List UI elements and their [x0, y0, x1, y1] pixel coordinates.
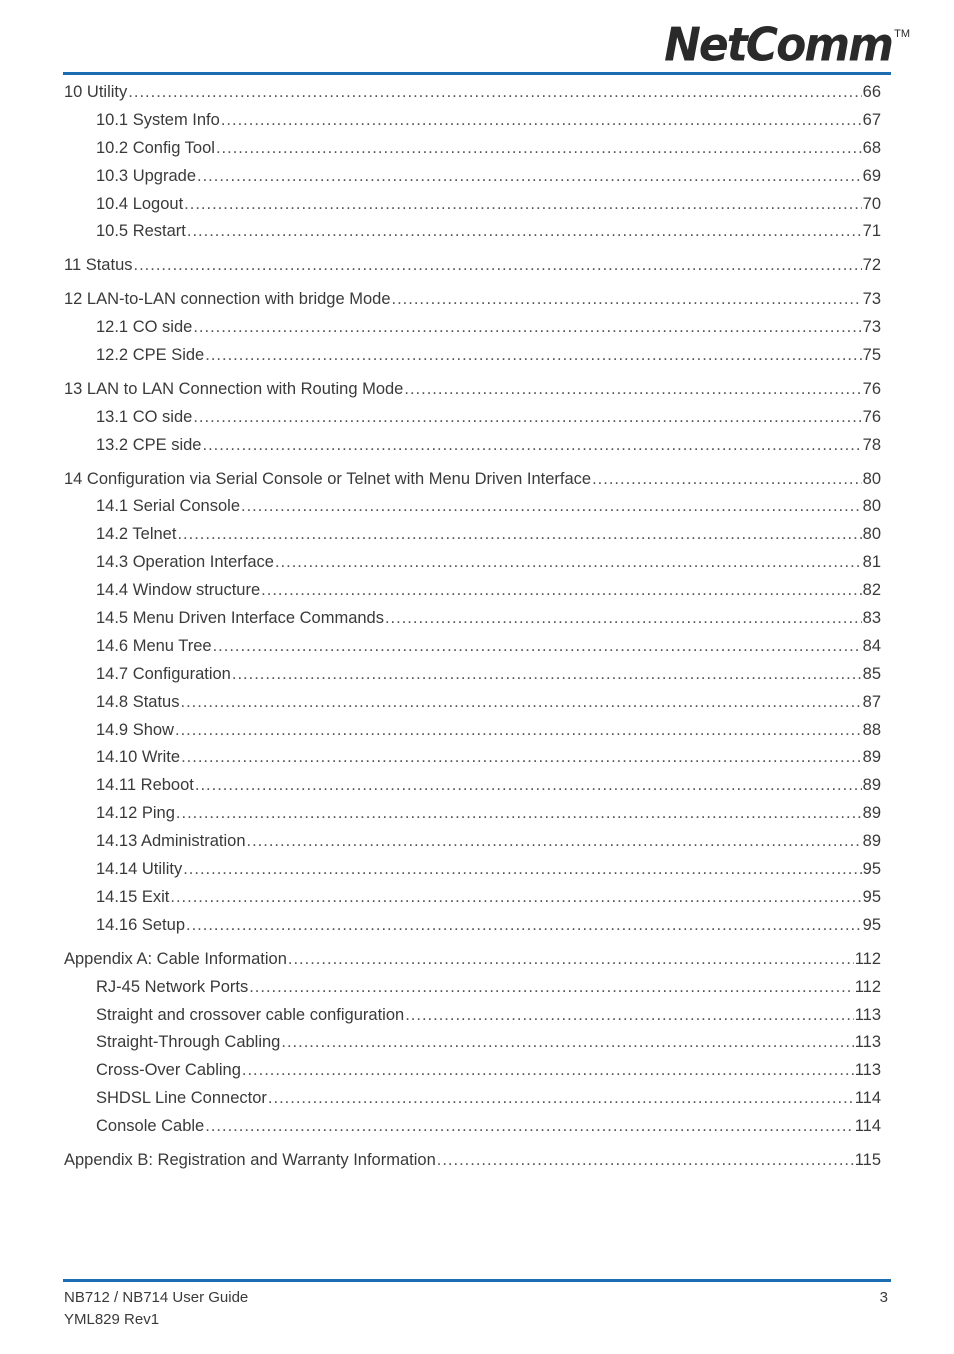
toc-dot-leader — [392, 286, 862, 314]
footer-info — [64, 1287, 248, 1331]
toc-dot-leader — [197, 163, 862, 191]
netcomm-logo — [664, 18, 910, 73]
toc-dot-leader — [232, 661, 862, 689]
toc-entry-page: 75 — [862, 346, 881, 365]
toc-entry-page: 80 — [862, 497, 881, 516]
footer-guide-title: NB712 / NB714 User Guide — [64, 1289, 249, 1306]
toc-entry-page: 95 — [862, 887, 881, 906]
toc-entry[interactable] — [64, 744, 881, 772]
toc-entry-title: 12 LAN-to-LAN connection with bridge Mode — [64, 290, 391, 309]
toc-entry-page: 70 — [862, 194, 881, 213]
toc-dot-leader — [216, 135, 862, 163]
toc-entry-page: 76 — [862, 379, 881, 398]
toc-dot-leader — [175, 717, 862, 745]
toc-dot-leader — [170, 884, 861, 912]
toc-dot-leader — [437, 1147, 854, 1175]
toc-entry-title: 14.6 Menu Tree — [96, 636, 212, 655]
toc-entry-page: 68 — [862, 138, 881, 157]
toc-entry-title: 14.8 Status — [96, 692, 180, 711]
toc-entry-page: 66 — [862, 83, 881, 101]
toc-entry-title: 13.2 CPE side — [96, 435, 202, 454]
toc-entry-page: 89 — [862, 776, 881, 795]
toc-dot-leader — [261, 577, 861, 605]
toc-dot-leader — [249, 974, 853, 1002]
toc-dot-leader — [180, 689, 861, 717]
toc-entry[interactable] — [64, 404, 881, 432]
toc-entry-page: 115 — [854, 1150, 881, 1169]
toc-entry[interactable] — [64, 135, 881, 163]
toc-entry-title: 14.11 Reboot — [96, 776, 194, 795]
toc-entry[interactable] — [64, 717, 881, 745]
toc-entry-page: 95 — [862, 860, 881, 879]
toc-entry-page: 69 — [862, 166, 881, 185]
toc-entry[interactable] — [64, 661, 881, 689]
footer-page-number: 3 — [879, 1289, 888, 1306]
toc-entry-page: 81 — [862, 553, 881, 572]
toc-entry-title: 12.1 CO side — [96, 318, 193, 337]
toc-dot-leader — [128, 79, 861, 107]
toc-entry[interactable] — [64, 549, 881, 577]
toc-entry[interactable] — [64, 1147, 881, 1175]
toc-entry-title: 14.2 Telnet — [96, 525, 177, 544]
toc-entry-page: 83 — [862, 609, 881, 628]
toc-dot-leader — [193, 314, 861, 342]
toc-entry-page: 85 — [862, 664, 881, 683]
toc-entry[interactable] — [64, 466, 881, 494]
toc-entry-title: Console Cable — [96, 1117, 205, 1136]
toc-entry-page: 112 — [854, 949, 881, 968]
toc-dot-leader — [176, 800, 862, 828]
toc-dot-leader — [592, 466, 862, 494]
header-rule — [63, 72, 891, 75]
toc-entry[interactable] — [64, 912, 881, 940]
toc-entry-title: 14.14 Utility — [96, 860, 183, 879]
toc-dot-leader — [181, 744, 862, 772]
toc-entry-page: 84 — [862, 636, 881, 655]
toc-entry-title: 14.15 Exit — [96, 887, 170, 906]
toc-dot-leader — [195, 772, 862, 800]
toc-entry-page: 78 — [862, 435, 881, 454]
toc-entry-title: 13.1 CO side — [96, 407, 193, 426]
logo-text: NetComm — [664, 18, 892, 73]
toc-dot-leader — [281, 1029, 853, 1057]
toc-dot-leader — [177, 521, 861, 549]
toc-dot-leader — [275, 549, 862, 577]
toc-entry-page: 114 — [854, 1117, 881, 1136]
toc-dot-leader — [404, 376, 861, 404]
toc-entry-page: 88 — [862, 720, 881, 739]
toc-entry[interactable] — [64, 884, 881, 912]
toc-entry-page: 113 — [854, 1033, 881, 1052]
toc-entry[interactable] — [64, 314, 881, 342]
toc-entry-page: 76 — [862, 407, 881, 426]
toc-entry[interactable] — [64, 163, 881, 191]
toc-entry-page: 67 — [862, 110, 881, 129]
toc-dot-leader — [193, 404, 861, 432]
toc-entry-title: 10.5 Restart — [96, 222, 186, 241]
toc-entry-page: 114 — [854, 1089, 881, 1108]
toc-entry[interactable] — [64, 493, 881, 521]
toc-entry[interactable] — [64, 432, 881, 460]
toc-entry-title: 14.10 Write — [96, 748, 181, 767]
toc-entry-page: 113 — [854, 1005, 881, 1024]
toc-entry-page: 71 — [862, 222, 881, 241]
toc-entry[interactable] — [64, 342, 881, 370]
toc-entry[interactable] — [64, 521, 881, 549]
toc-entry-page: 89 — [862, 804, 881, 823]
toc-entry-title: 14.16 Setup — [96, 915, 185, 934]
toc-entry-title: Appendix B: Registration and Warranty Information — [64, 1150, 436, 1169]
toc-entry-title: 13 LAN to LAN Connection with Routing Mode — [64, 379, 404, 398]
toc-entry-page: 80 — [862, 469, 881, 488]
toc-dot-leader — [183, 856, 861, 884]
toc-entry-page: 89 — [862, 832, 881, 851]
toc-entry[interactable] — [64, 1057, 881, 1085]
toc-entry-title: 14.12 Ping — [96, 804, 175, 823]
toc-entry[interactable] — [64, 252, 881, 280]
toc-entry-title: SHDSL Line Connector — [96, 1089, 267, 1108]
toc-entry-title: 10.1 System Info — [96, 110, 220, 129]
toc-dot-leader — [134, 252, 862, 280]
toc-entry-page: 82 — [862, 581, 881, 600]
toc-entry[interactable] — [64, 946, 881, 974]
toc-dot-leader — [385, 605, 862, 633]
toc-entry-title: 10.2 Config Tool — [96, 138, 215, 157]
toc-dot-leader — [184, 191, 861, 219]
toc-entry[interactable] — [64, 1029, 881, 1057]
toc-entry[interactable] — [64, 218, 881, 246]
toc-entry-title: 10.3 Upgrade — [96, 166, 196, 185]
toc-entry-title: 10.4 Logout — [96, 194, 184, 213]
toc-dot-leader — [202, 432, 861, 460]
toc-entry-page: 95 — [862, 915, 881, 934]
toc-entry[interactable] — [64, 79, 881, 107]
toc-dot-leader — [242, 1057, 854, 1085]
toc-dot-leader — [187, 218, 862, 246]
logo-trademark: TM — [894, 28, 910, 40]
table-of-contents — [64, 79, 881, 1175]
toc-entry[interactable] — [64, 828, 881, 856]
toc-entry-page: 113 — [854, 1061, 881, 1080]
toc-entry[interactable] — [64, 856, 881, 884]
toc-entry-title: RJ-45 Network Ports — [96, 977, 249, 996]
toc-entry-title: 14.13 Administration — [96, 832, 246, 851]
toc-entry-title: 14.9 Show — [96, 720, 174, 739]
toc-entry[interactable] — [64, 605, 881, 633]
toc-entry-page: 87 — [862, 692, 881, 711]
footer-rule — [63, 1279, 891, 1282]
toc-dot-leader — [221, 107, 862, 135]
toc-entry[interactable] — [64, 107, 881, 135]
toc-entry-title: 14.3 Operation Interface — [96, 553, 274, 572]
toc-dot-leader — [186, 912, 862, 940]
toc-entry-page: 73 — [862, 290, 881, 309]
toc-entry-page: 80 — [862, 525, 881, 544]
footer-revision: YML829 Rev1 — [64, 1311, 160, 1328]
toc-entry-title: 12.2 CPE Side — [96, 346, 205, 365]
toc-entry[interactable] — [64, 376, 881, 404]
toc-entry[interactable] — [64, 286, 881, 314]
toc-entry-title: 14 Configuration via Serial Console or Telnet with Menu Driven Interface — [64, 469, 592, 488]
toc-dot-leader — [405, 1002, 854, 1030]
toc-entry[interactable] — [64, 800, 881, 828]
toc-entry[interactable] — [64, 1085, 881, 1113]
toc-entry-title: 11 Status — [64, 256, 133, 275]
toc-dot-leader — [205, 342, 861, 370]
toc-entry-title: Appendix A: Cable Information — [64, 949, 287, 968]
toc-entry-title: 14.5 Menu Driven Interface Commands — [96, 609, 384, 628]
toc-dot-leader — [268, 1085, 854, 1113]
toc-dot-leader — [288, 946, 854, 974]
toc-dot-leader — [205, 1113, 853, 1141]
toc-entry-title: 14.1 Serial Console — [96, 497, 241, 516]
toc-entry[interactable] — [64, 1002, 881, 1030]
toc-dot-leader — [247, 828, 862, 856]
toc-entry-title: Cross-Over Cabling — [96, 1061, 241, 1080]
toc-entry[interactable] — [64, 772, 881, 800]
toc-entry-title: Straight and crossover cable configuration — [96, 1005, 405, 1024]
toc-entry-page: 72 — [862, 256, 881, 275]
toc-entry[interactable] — [64, 577, 881, 605]
toc-entry-page: 112 — [854, 977, 881, 996]
toc-entry[interactable] — [64, 689, 881, 717]
toc-entry-title: 14.7 Configuration — [96, 664, 231, 683]
toc-entry[interactable] — [64, 633, 881, 661]
toc-dot-leader — [241, 493, 862, 521]
toc-dot-leader — [213, 633, 862, 661]
toc-entry[interactable] — [64, 974, 881, 1002]
toc-entry-title: Straight-Through Cabling — [96, 1033, 281, 1052]
toc-entry[interactable] — [64, 191, 881, 219]
toc-entry[interactable] — [64, 1113, 881, 1141]
toc-entry-title: 10 Utility — [64, 83, 128, 101]
toc-entry-page: 89 — [862, 748, 881, 767]
toc-entry-page: 73 — [862, 318, 881, 337]
toc-entry-title: 14.4 Window structure — [96, 581, 261, 600]
